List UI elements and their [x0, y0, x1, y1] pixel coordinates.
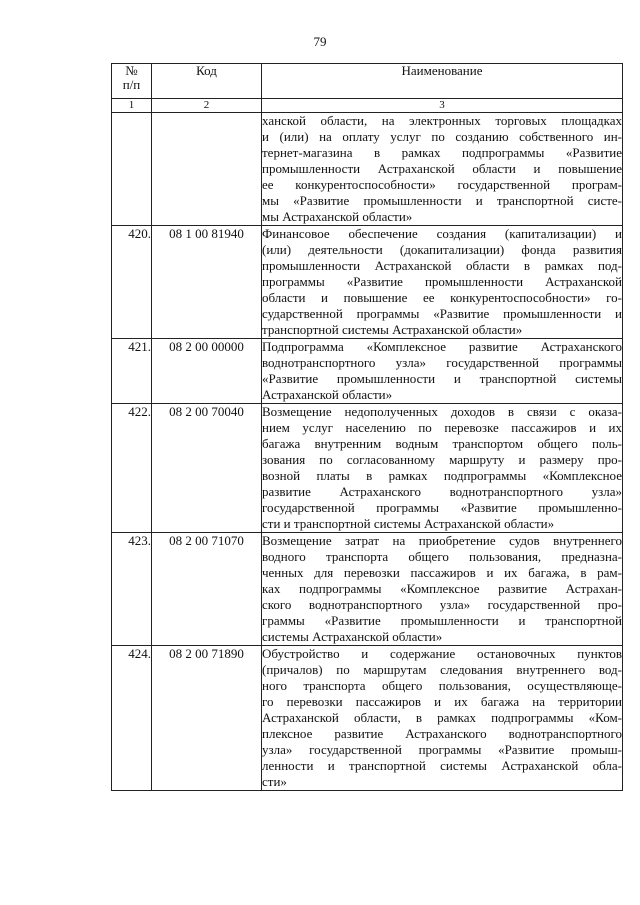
row-name-line: Астраханской области» — [262, 387, 393, 402]
row-number: 420. — [112, 226, 152, 339]
row-name-line: Астраханской области, в рамках подпрограммы «Ком- — [262, 710, 622, 725]
row-name-line: сти и транспортной системы Астраханской области» — [262, 516, 555, 531]
table-row — [112, 113, 623, 226]
table-row — [112, 646, 623, 791]
row-number: 423. — [112, 533, 152, 646]
table-row — [112, 339, 623, 404]
row-name — [262, 533, 623, 646]
row-code: 08 1 00 81940 — [152, 226, 262, 339]
row-name-line: граммы «Развитие промышленности и транспортной — [262, 613, 622, 628]
row-name-line: ченных для перевозки пассажиров и их багажа, в рам- — [262, 565, 622, 580]
table-row — [112, 226, 623, 339]
row-name-line: плексное развитие Астраханского воднотранспортного — [262, 726, 622, 741]
row-name-line: водного транспорта общего пользования, предназна- — [262, 549, 622, 564]
row-name-line: транспортной системы Астраханской области» — [262, 322, 523, 337]
header-code-cell — [152, 64, 262, 99]
row-name-line: мы «Развитие промышленности и транспортной систе- — [262, 193, 622, 208]
row-name-line: Подпрограмма «Комплексное развитие Астраханского — [262, 339, 622, 354]
row-name-line: развитие Астраханского воднотранспортного узла» — [262, 484, 622, 499]
row-number — [112, 113, 152, 226]
row-name-line: промышленности Астраханской области в рамках под- — [262, 258, 622, 273]
row-name-line: возной платы в рамках подпрограммы «Комплексное — [262, 468, 622, 483]
row-name-line: воднотранспортного узла» государственной программы — [262, 355, 622, 370]
row-name-line: тернет-магазина в рамках подпрограммы «Развитие — [262, 145, 622, 160]
row-name-line: сударственной программы «Развитие промышленности и — [262, 306, 622, 321]
table-row — [112, 404, 623, 533]
table-row — [112, 533, 623, 646]
row-name-line: «Развитие промышленности и транспортной системы — [262, 371, 622, 386]
row-number: 422. — [112, 404, 152, 533]
row-name-line: ее конкурентоспособности» государственной програм- — [262, 177, 622, 192]
table-body — [112, 113, 623, 791]
row-name-line: области и повышение ее конкурентоспособности» го- — [262, 290, 622, 305]
row-name-line: программы «Развитие промышленности Астраханской — [262, 274, 622, 289]
classification-table — [111, 63, 623, 791]
row-name — [262, 404, 623, 533]
row-name-line: ках подпрограммы «Комплексное развитие Астрахан- — [262, 581, 622, 596]
column-index-3: 3 — [262, 99, 623, 113]
row-name-line: Возмещение недополученных доходов в связи с оказа- — [262, 404, 622, 419]
header-name-label: Наименование — [401, 63, 483, 78]
row-name-line: промышленности Астраханской области и повышение — [262, 161, 622, 176]
row-name-line: сти» — [262, 774, 287, 789]
row-name-line: ского воднотранспортного узла» государственной про- — [262, 597, 622, 612]
row-name-line: ленности и транспортной системы Астраханской обла- — [262, 758, 622, 773]
row-name-line: мы Астраханской области» — [262, 209, 413, 224]
row-name-line: государственной программы «Развитие промышленно- — [262, 500, 622, 515]
row-name-line: го перевозки пассажиров и их багажа на территории — [262, 694, 622, 709]
header-num-symbol: № — [125, 63, 138, 78]
row-name — [262, 339, 623, 404]
row-name-line: ного транспорта общего пользования, осуществляюще- — [262, 678, 622, 693]
row-name-line: (причалов) по маршрутам следования внутреннего вод- — [262, 662, 622, 677]
row-name-line: и (или) на оплату услуг по созданию собственного ин- — [262, 129, 622, 144]
row-name-line: багажа внутренним водным транспортом общего поль- — [262, 436, 622, 451]
row-code: 08 2 00 71070 — [152, 533, 262, 646]
header-num-label: п/п — [122, 77, 141, 92]
row-name-line: ханской области, на электронных торговых площадках — [262, 113, 622, 128]
row-name-line: нием услуг населению по перевозке пассажиров и их — [262, 420, 622, 435]
row-code — [152, 113, 262, 226]
row-name — [262, 226, 623, 339]
row-name — [262, 646, 623, 791]
row-name — [262, 113, 623, 226]
column-index-2: 2 — [152, 99, 262, 113]
header-row — [112, 64, 623, 99]
row-code: 08 2 00 71890 — [152, 646, 262, 791]
row-name-line: узла» государственной программы «Развитие промыш- — [262, 742, 622, 757]
header-name-cell — [262, 64, 623, 99]
column-index-row — [112, 99, 623, 113]
page-number: 79 — [313, 34, 327, 49]
row-code: 08 2 00 00000 — [152, 339, 262, 404]
row-name-line: (или) деятельности (докапитализации) фонда развития — [262, 242, 622, 257]
row-number: 421. — [112, 339, 152, 404]
row-name-line: Финансовое обеспечение создания (капитализации) и — [262, 226, 622, 241]
column-index-1: 1 — [112, 99, 152, 113]
row-name-line: зования по согласованному маршруту и размеру про- — [262, 452, 622, 467]
header-num-cell — [112, 64, 152, 99]
row-number: 424. — [112, 646, 152, 791]
row-name-line: Возмещение затрат на приобретение судов внутреннего — [262, 533, 622, 548]
row-name-line: системы Астраханской области» — [262, 629, 443, 644]
row-code: 08 2 00 70040 — [152, 404, 262, 533]
row-name-line: Обустройство и содержание остановочных пунктов — [262, 646, 622, 661]
header-code-label: Код — [196, 63, 217, 78]
